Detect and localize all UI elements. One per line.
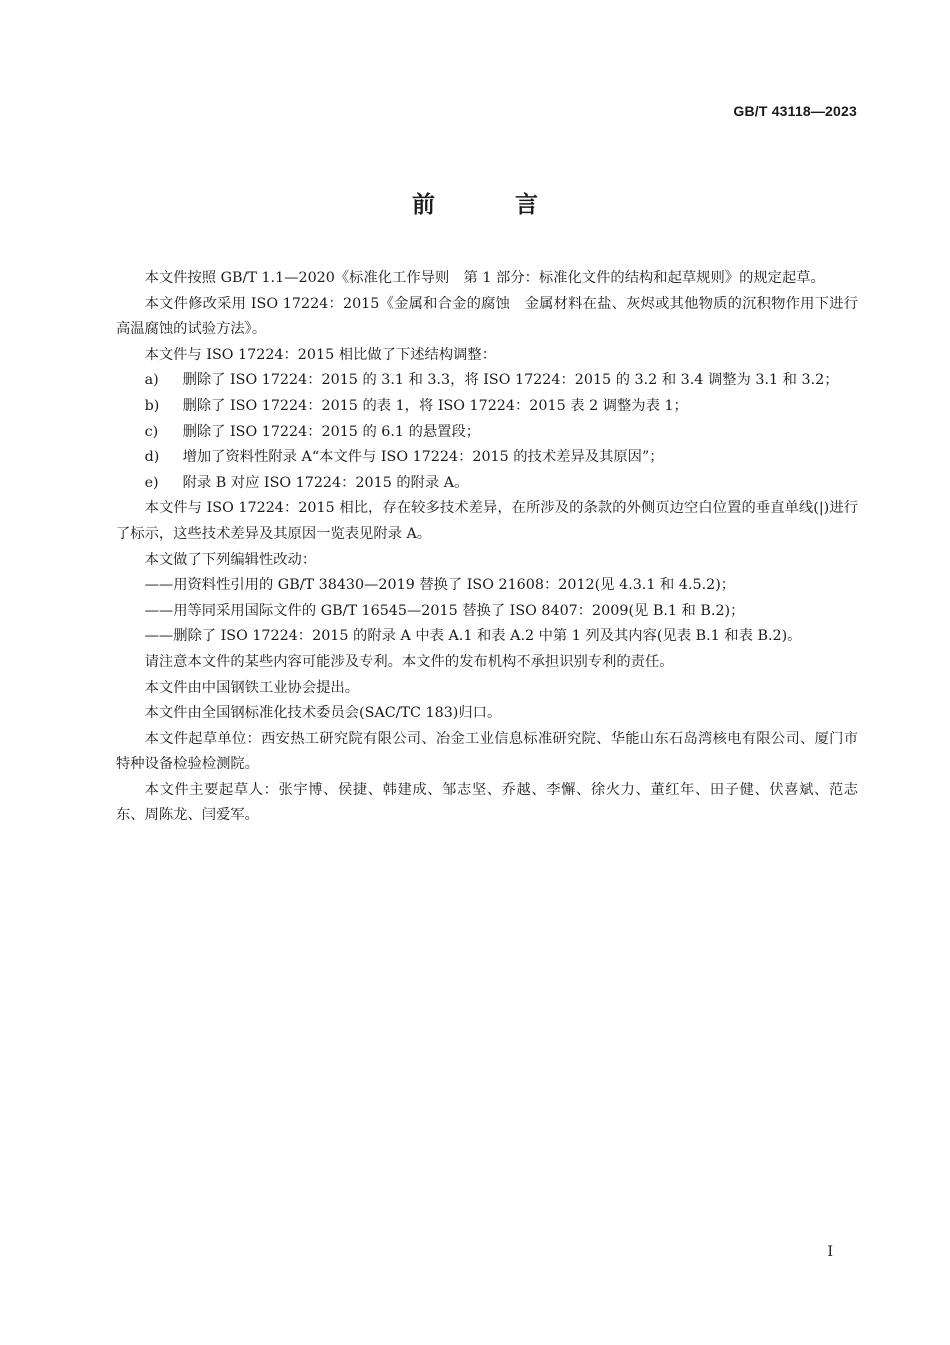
- list-item: c) 删除了 ISO 17224：2015 的 6.1 的悬置段；: [144, 423, 481, 440]
- list-item: d) 增加了资料性附录 A“本文件与 ISO 17224：2015 的技术差异及其原因”；: [144, 449, 664, 466]
- paragraph-technical-differences: 本文件与 ISO 17224：2015 相比，存在较多技术差异，在所涉及的条款的外侧页边空白位置的垂直单线(|)进行了标示，这些技术差异及其原因一览表见附录 A。: [116, 500, 858, 542]
- editorial-change-list: [116, 573, 858, 650]
- paragraph-drafting-units: 本文件起草单位：西安热工研究院有限公司、冶金工业信息标准研究院、华能山东石岛湾核电有限公司、厦门市特种设备检验检测院。: [116, 730, 858, 773]
- list-item: ——用等同采用国际文件的 GB/T 16545—2015 替换了 ISO 8407：2009(见 B.1 和 B.2)；: [144, 602, 745, 619]
- list-item: b) 删除了 ISO 17224：2015 的表 1，将 ISO 17224：2015 表 2 调整为表 1；: [144, 397, 688, 414]
- paragraph-structural-intro: 本文件与 ISO 17224：2015 相比做了下述结构调整：: [144, 346, 497, 363]
- paragraph-adoption: 本文件修改采用 ISO 17224：2015《金属和合金的腐蚀 金属材料在盐、灰烬或其他物质的沉积物作用下进行高温腐蚀的试验方法》。: [116, 295, 858, 338]
- paragraph-drafting-rules: 本文件按照 GB/T 1.1—2020《标准化工作导则 第 1 部分：标准化文件的结构和起草规则》的规定起草。: [144, 270, 825, 286]
- list-item: ——用资料性引用的 GB/T 38430—2019 替换了 ISO 21608：2012(见 4.3.1 和 4.5.2)；: [144, 577, 736, 594]
- paragraph-drafters: 本文件主要起草人：张宇博、侯捷、韩建成、邹志坚、乔越、李懈、徐火力、董红年、田子健、伏喜斌、范志东、周陈龙、闫爱军。: [116, 781, 858, 824]
- page-number: I: [827, 1244, 833, 1260]
- paragraph-proposed-by: 本文件由中国钢铁工业协会提出。: [144, 679, 360, 696]
- paragraph-technical-committee: 本文件由全国钢标准化技术委员会(SAC/TC 183)归口。: [144, 705, 502, 722]
- foreword-body: [116, 266, 858, 829]
- standard-code: GB/T 43118—2023: [733, 103, 857, 119]
- list-item: e) 附录 B 对应 ISO 17224：2015 的附录 A。: [144, 474, 469, 491]
- paragraph-patent-notice: 请注意本文件的某些内容可能涉及专利。本文件的发布机构不承担识别专利的责任。: [144, 653, 674, 670]
- list-item: a) 删除了 ISO 17224：2015 的 3.1 和 3.3，将 ISO 17224：2015 的 3.2 和 3.4 调整为 3.1 和 3.2；: [144, 372, 839, 389]
- list-item: ——删除了 ISO 17224：2015 的附录 A 中表 A.1 和表 A.2 中第 1 列及其内容(见表 B.1 和表 B.2)。: [144, 628, 802, 645]
- paragraph-editorial-intro: 本文做了下列编辑性改动：: [144, 551, 317, 568]
- structural-change-list: [116, 368, 858, 496]
- page-title: 前 言: [411, 192, 574, 218]
